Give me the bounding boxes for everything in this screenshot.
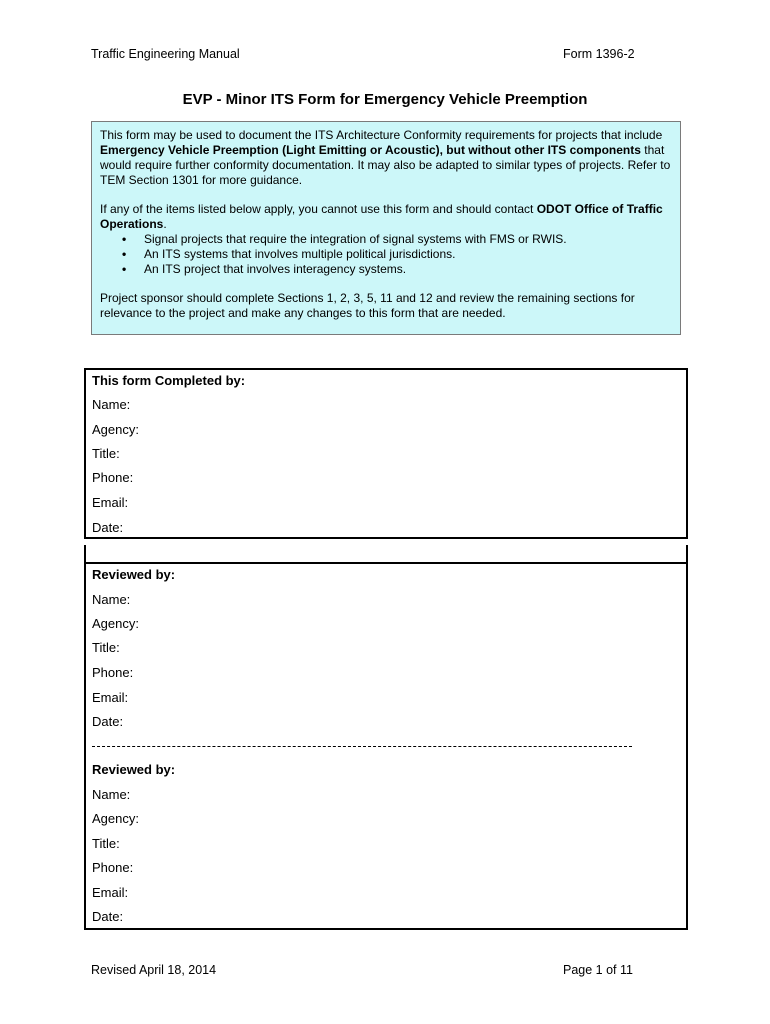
page-title: EVP - Minor ITS Form for Emergency Vehicle Preemption xyxy=(182,91,588,108)
reviewer2-name-field[interactable]: Name: xyxy=(92,787,131,802)
reviewer1-name-field[interactable]: Name: xyxy=(92,592,131,607)
completed-email-field[interactable]: Email: xyxy=(92,495,129,510)
completed-by-section xyxy=(84,368,688,539)
header-manual-title: Traffic Engineering Manual xyxy=(91,47,240,61)
list-item: • An ITS systems that involves multiple political jurisdictions. xyxy=(100,247,672,262)
instructions-box xyxy=(91,121,681,335)
reviewer1-phone-field[interactable]: Phone: xyxy=(92,665,134,680)
header-form-number: Form 1396-2 xyxy=(563,47,635,61)
reviewer2-email-field[interactable]: Email: xyxy=(92,885,129,900)
reviewed-by-heading: Reviewed by: xyxy=(92,567,176,582)
completed-agency-field[interactable]: Agency: xyxy=(92,422,139,437)
reviewer1-agency-field[interactable]: Agency: xyxy=(92,616,139,631)
exclusion-list xyxy=(100,232,672,277)
list-item: • An ITS project that involves interagency systems. xyxy=(100,262,672,277)
instructions-paragraph-1: This form may be used to document the ITS Architecture Conformity requirements for projects that include Emergency Vehicle Preemption (Light Emitting or Acoustic), but without other ITS components that would require further conformity documentation. It may also be adapted to similar types of projects. Refer to TEM Section 1301 for more guidance. xyxy=(100,128,671,187)
completed-name-field[interactable]: Name: xyxy=(92,397,131,412)
completed-by-heading: This form Completed by: xyxy=(92,373,246,388)
instructions-paragraph-3: Project sponsor should complete Sections 1, 2, 3, 5, 11 and 12 and review the remaining sections for relevance to the project and make any changes to this form that are needed. xyxy=(100,291,635,320)
completed-title-field[interactable]: Title: xyxy=(92,446,120,461)
completed-phone-field[interactable]: Phone: xyxy=(92,470,134,485)
reviewer2-date-field[interactable]: Date: xyxy=(92,909,124,924)
reviewer1-date-field[interactable]: Date: xyxy=(92,714,124,729)
reviewer2-phone-field[interactable]: Phone: xyxy=(92,860,134,875)
footer-page-number: Page 1 of 11 xyxy=(563,963,633,977)
reviewer2-title-field[interactable]: Title: xyxy=(92,836,120,851)
reviewer2-agency-field[interactable]: Agency: xyxy=(92,811,139,826)
completed-date-field[interactable]: Date: xyxy=(92,520,124,535)
footer-revision-date: Revised April 18, 2014 xyxy=(91,963,217,977)
list-item: • Signal projects that require the integration of signal systems with FMS or RWIS. xyxy=(100,232,672,247)
reviewed-by-section xyxy=(84,562,688,930)
reviewer1-title-field[interactable]: Title: xyxy=(92,640,120,655)
reviewer1-email-field[interactable]: Email: xyxy=(92,690,129,705)
reviewed-by-heading-2: Reviewed by: xyxy=(92,762,176,777)
dashed-separator xyxy=(92,746,632,747)
instructions-paragraph-2: If any of the items listed below apply, you cannot use this form and should contact ODOT Office of Traffic Operations. xyxy=(100,202,663,231)
